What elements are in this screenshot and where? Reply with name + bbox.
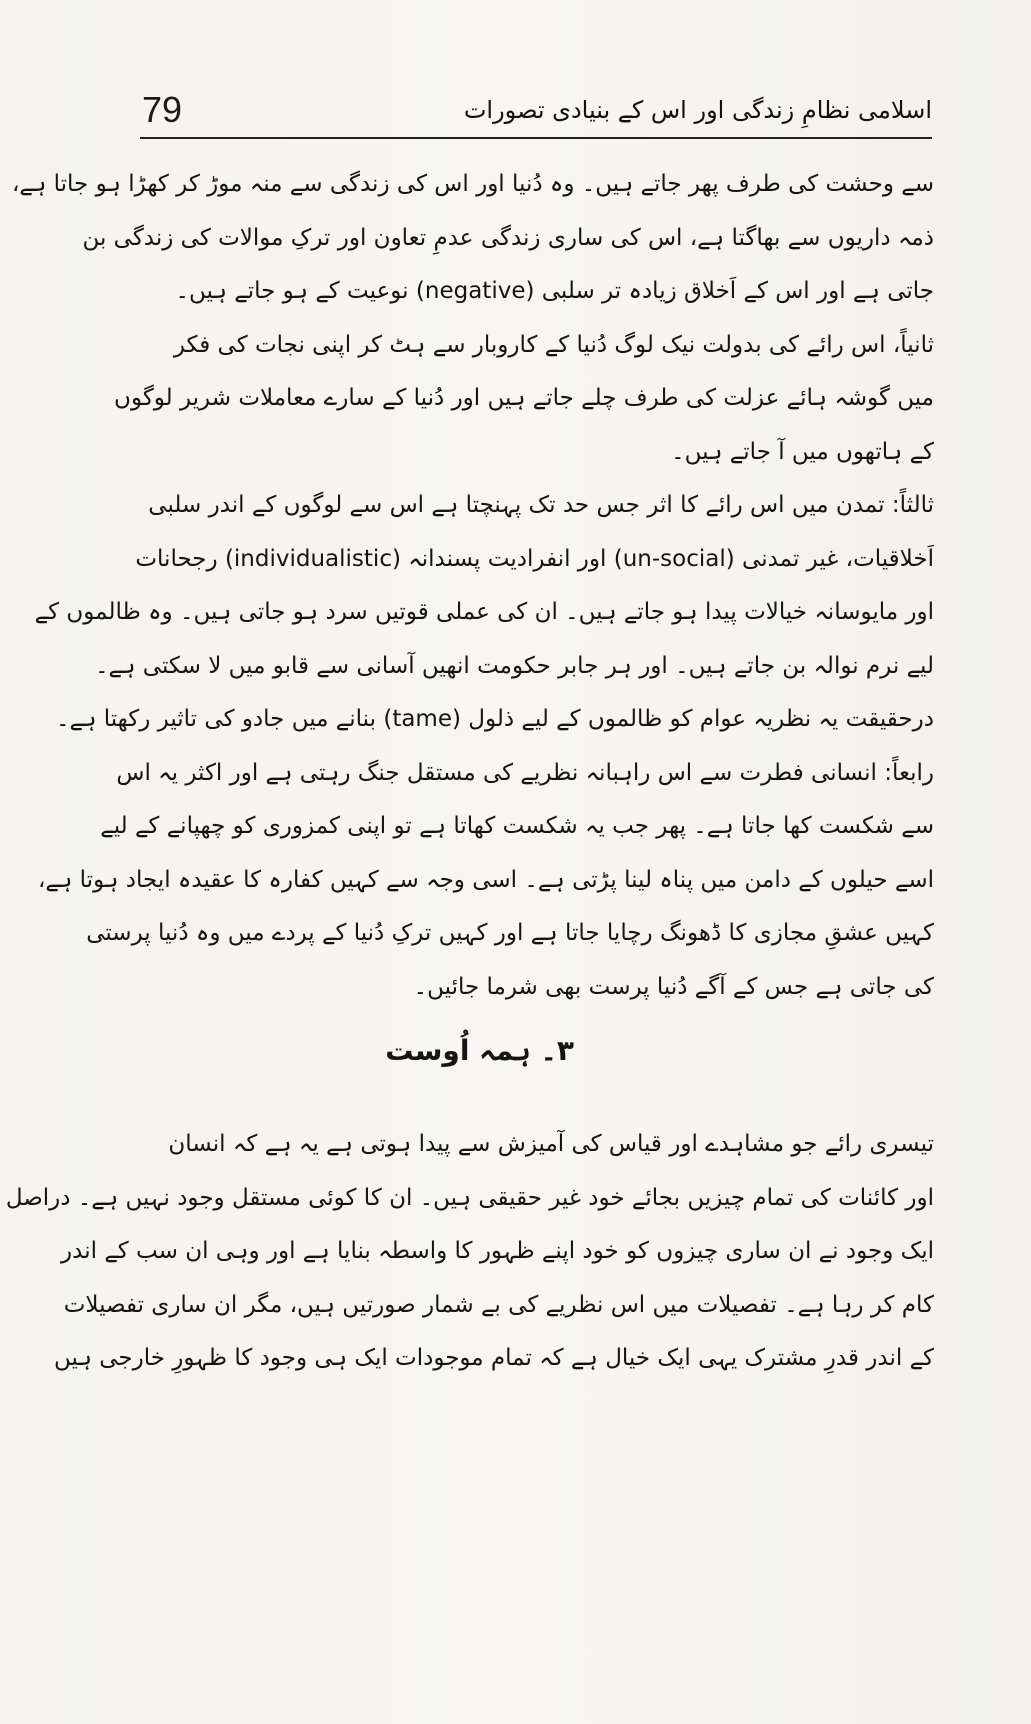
text-line: لیے نرم نوالہ بن جاتے ہیں۔ اور ہر جابر حکومت انھیں آسانی سے قابو میں لا سکتی ہے۔: [95, 652, 934, 679]
text-line: ذمہ داریوں سے بھاگتا ہے، اس کی ساری زندگی عدمِ تعاون اور ترکِ موالات کی زندگی بن: [82, 224, 934, 251]
text-line: ایک وجود نے ان ساری چیزوں کو خود اپنے ظہور کا واسطہ بنایا ہے اور وہی ان سب کے اندر: [61, 1238, 934, 1264]
text-line: ثانیاً، اس رائے کی بدولت نیک لوگ دُنیا کے کاروبار سے ہٹ کر اپنی نجات کی فکر: [173, 331, 934, 358]
text-line: کام کر رہا ہے۔ تفصیلات میں اس نظریے کی بے شمار صورتیں ہیں، مگر ان ساری تفصیلات: [63, 1291, 934, 1318]
header-divider: [140, 137, 932, 139]
text-line: اور کائنات کی تمام چیزیں بجائے خود غیر حقیقی ہیں۔ ان کا کوئی مستقل وجود نہیں ہے۔ دراصل: [5, 1184, 934, 1211]
text-line: کی جاتی ہے جس کے آگے دُنیا پرست بھی شرما جائیں۔: [413, 973, 934, 1000]
text-line: ثالثاً: تمدن میں اس رائے کا اثر جس حد تک پہنچتا ہے اس سے لوگوں کے اندر سلبی: [148, 492, 934, 518]
running-header: [142, 80, 932, 140]
text-line: تیسری رائے جو مشاہدے اور قیاس کی آمیزش سے پیدا ہوتی ہے یہ ہے کہ انسان: [168, 1131, 934, 1157]
page-number: 79: [142, 89, 183, 130]
body-text: [5, 158, 934, 1386]
text-line: درحقیقت یہ نظریہ عوام کو ظالموں کے لیے ذلول (tame) بنانے میں جادو کی تاثیر رکھتا ہے۔: [55, 706, 934, 732]
text-line: کے اندر قدرِ مشترک یہی ایک خیال ہے کہ تمام موجودات ایک ہی وجود کا ظہورِ خارجی ہیں: [54, 1345, 934, 1371]
text-line: سے شکست کھا جاتا ہے۔ پھر جب یہ شکست کھاتا ہے تو اپنی کمزوری کو چھپانے کے لیے: [100, 813, 934, 839]
text-line: اسے حیلوں کے دامن میں پناہ لینا پڑتی ہے۔ اسی وجہ سے کہیں کفارہ کا عقیدہ ایجاد ہوتا ہے،: [37, 866, 934, 893]
section-heading: ۳۔ ہمہ اُوست: [385, 1034, 574, 1067]
text-line: رابعاً: انسانی فطرت سے اس راہبانہ نظریے کی مستقل جنگ رہتی ہے اور اکثر یہ اس: [116, 759, 934, 786]
text-line: جاتی ہے اور اس کے اَخلاق زیادہ تر سلبی (negative) نوعیت کے ہو جاتے ہیں۔: [175, 278, 934, 304]
text-line: اَخلاقیات، غیر تمدنی (un-social) اور انفرادیت پسندانہ (individualistic) رجحانات: [135, 545, 934, 572]
text-line: کے ہاتھوں میں آ جاتے ہیں۔: [671, 438, 934, 465]
heading-spacer: [140, 1088, 934, 1118]
running-header-title: اسلامی نظامِ زندگی اور اس کے بنیادی تصورات: [463, 96, 932, 124]
text-line: کہیں عشقِ مجازی کا ڈھونگ رچایا جاتا ہے اور کہیں ترکِ دُنیا کے پردے میں وہ دُنیا پرستی: [86, 920, 934, 946]
text-line: اور مایوسانہ خیالات پیدا ہو جاتے ہیں۔ ان کی عملی قوتیں سرد ہو جاتی ہیں۔ وہ ظالموں کے: [34, 599, 934, 625]
text-line: میں گوشہ ہائے عزلت کی طرف چلے جاتے ہیں اور دُنیا کے سارے معاملات شریر لوگوں: [114, 385, 934, 411]
text-line: سے وحشت کی طرف پھر جاتے ہیں۔ وہ دُنیا اور اس کی زندگی سے منہ موڑ کر کھڑا ہو جاتا ہے،: [11, 171, 934, 197]
